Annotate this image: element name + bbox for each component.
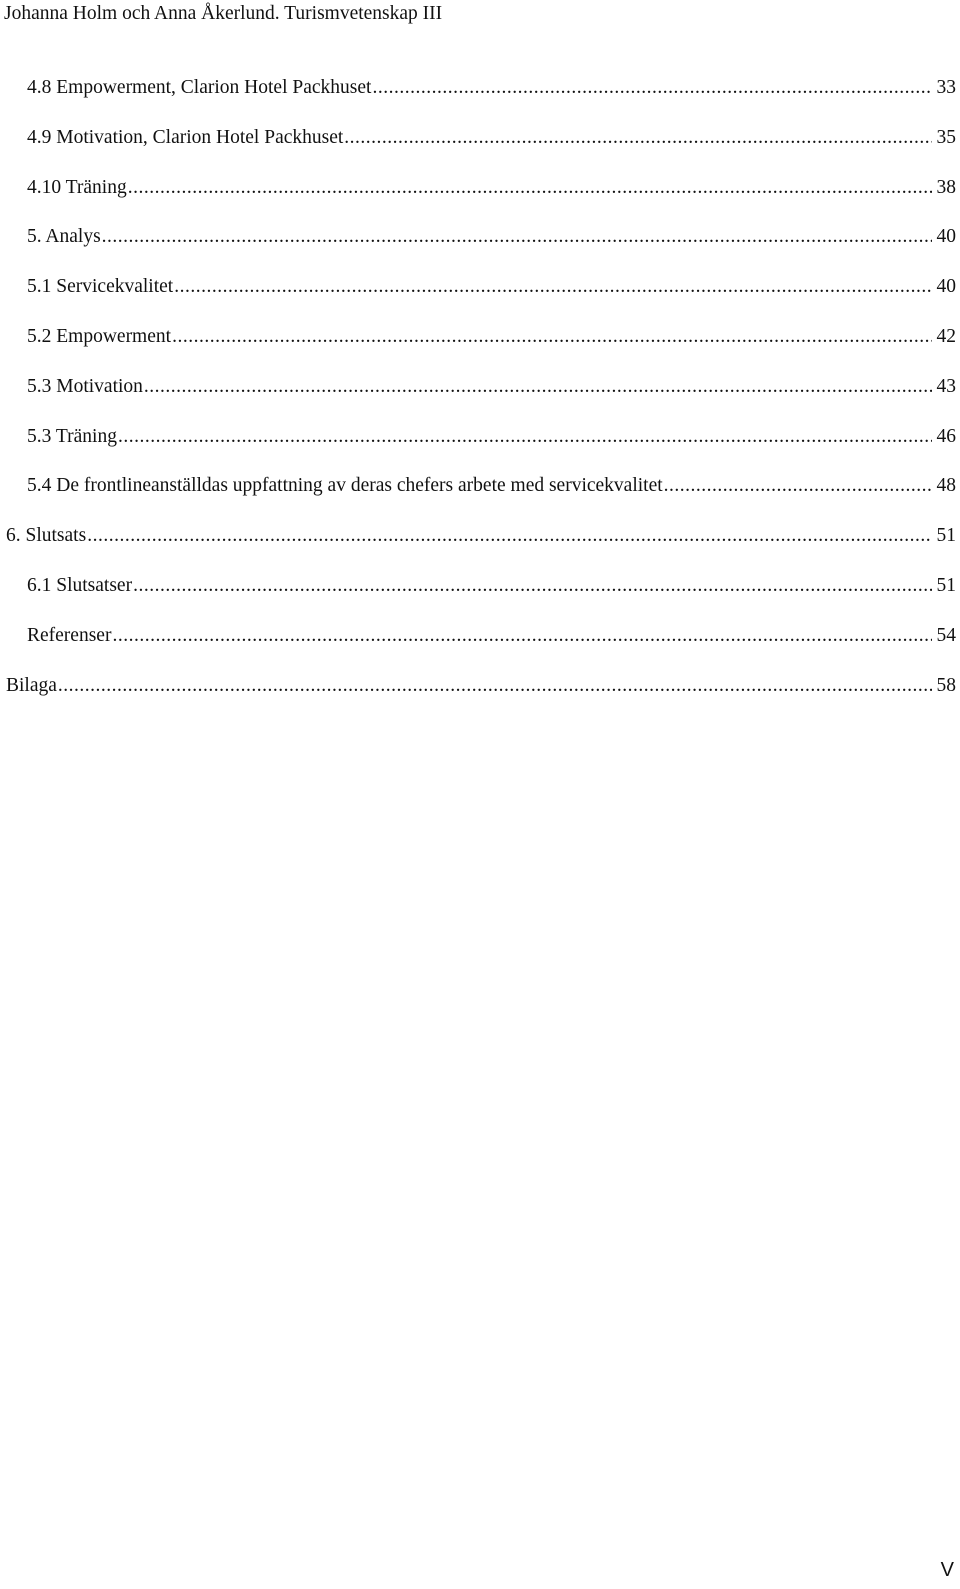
toc-dot-leader bbox=[344, 126, 931, 150]
toc-entry[interactable] bbox=[27, 126, 956, 150]
toc-entry-label: 5.3 Träning bbox=[27, 426, 117, 447]
toc-entry[interactable] bbox=[27, 375, 956, 399]
toc-entry[interactable] bbox=[27, 275, 956, 299]
table-of-contents bbox=[0, 0, 960, 760]
toc-entry-page: 51 bbox=[936, 575, 956, 596]
toc-entry-page: 33 bbox=[936, 77, 956, 98]
toc-dot-leader bbox=[133, 574, 931, 598]
toc-entry-label: 5.3 Motivation bbox=[27, 376, 143, 397]
toc-entry[interactable] bbox=[27, 225, 956, 249]
toc-entry-page: 35 bbox=[936, 127, 956, 148]
toc-entry-page: 42 bbox=[936, 326, 956, 347]
toc-entry-page: 38 bbox=[936, 177, 956, 198]
toc-entry-page: 43 bbox=[936, 376, 956, 397]
toc-entry-label: 4.8 Empowerment, Clarion Hotel Packhuset bbox=[27, 77, 372, 98]
toc-entry[interactable] bbox=[27, 624, 956, 648]
toc-dot-leader bbox=[58, 674, 932, 698]
toc-dot-leader bbox=[174, 275, 931, 299]
toc-dot-leader bbox=[118, 425, 932, 449]
toc-dot-leader bbox=[87, 524, 931, 548]
toc-entry-page: 48 bbox=[936, 475, 956, 496]
toc-entry-label: Referenser bbox=[27, 625, 112, 646]
toc-entry-label: 4.9 Motivation, Clarion Hotel Packhuset bbox=[27, 127, 344, 148]
toc-dot-leader bbox=[172, 325, 931, 349]
toc-entry-label: 6.1 Slutsatser bbox=[27, 575, 133, 596]
toc-entry[interactable] bbox=[6, 524, 956, 548]
toc-entry-page: 40 bbox=[936, 226, 956, 247]
toc-entry-page: 54 bbox=[936, 625, 956, 646]
toc-entry-label: Bilaga bbox=[6, 675, 57, 696]
toc-entry[interactable] bbox=[27, 176, 956, 200]
toc-entry-page: 51 bbox=[936, 525, 956, 546]
toc-entry-label: 4.10 Träning bbox=[27, 177, 127, 198]
toc-entry-page: 58 bbox=[936, 675, 956, 696]
toc-entry[interactable] bbox=[6, 674, 956, 698]
toc-entry-label: 5. Analys bbox=[27, 226, 101, 247]
toc-entry-page: 40 bbox=[936, 276, 956, 297]
toc-entry-label: 5.2 Empowerment bbox=[27, 326, 172, 347]
toc-entry-label: 5.1 Servicekvalitet bbox=[27, 276, 174, 297]
toc-dot-leader bbox=[102, 225, 932, 249]
page-header: Johanna Holm och Anna Åkerlund. Turismvetenskap III bbox=[4, 3, 443, 24]
toc-entry-label: 5.4 De frontlineanställdas uppfattning av deras chefers arbete med servicekvalitet bbox=[27, 475, 663, 496]
toc-dot-leader bbox=[664, 474, 932, 498]
toc-entry[interactable] bbox=[27, 474, 956, 498]
toc-entry-page: 46 bbox=[936, 426, 956, 447]
toc-entry-label: 6. Slutsats bbox=[6, 525, 87, 546]
toc-dot-leader bbox=[144, 375, 932, 399]
toc-dot-leader bbox=[112, 624, 931, 648]
toc-entry[interactable] bbox=[27, 76, 956, 100]
toc-entry[interactable] bbox=[27, 425, 956, 449]
page-number: V bbox=[940, 1559, 954, 1581]
toc-entry[interactable] bbox=[27, 325, 956, 349]
toc-dot-leader bbox=[372, 76, 931, 100]
toc-entry[interactable] bbox=[27, 574, 956, 598]
toc-dot-leader bbox=[128, 176, 932, 200]
